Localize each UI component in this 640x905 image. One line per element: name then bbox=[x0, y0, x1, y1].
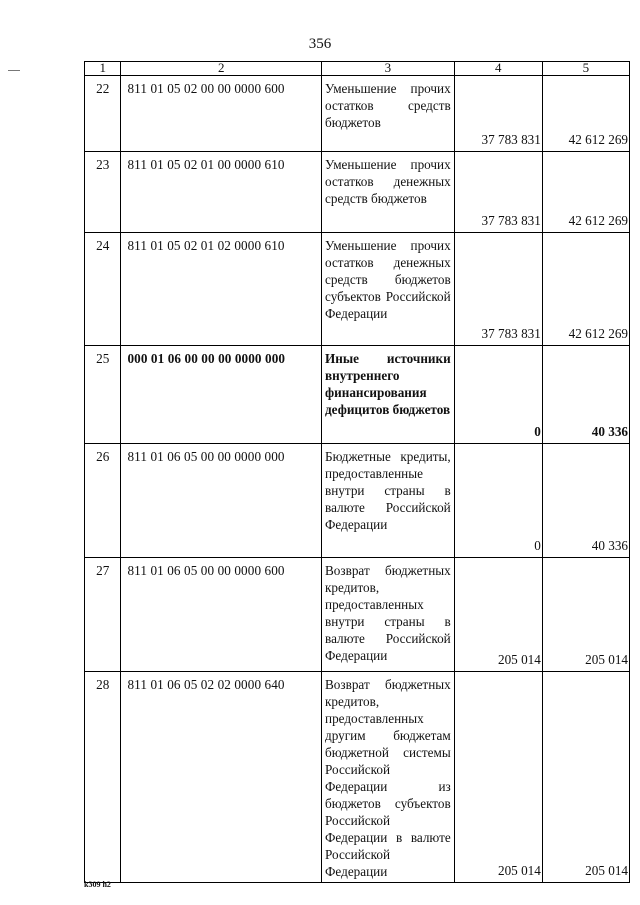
amount-col-5: 42 612 269 bbox=[542, 233, 629, 346]
row-number: 23 bbox=[85, 152, 121, 233]
header-col-4: 4 bbox=[454, 62, 542, 76]
row-description: Иные источники внутреннего финансирования дефицитов бюджетов bbox=[322, 346, 455, 444]
amount-col-5: 40 336 bbox=[542, 444, 629, 558]
row-description: Уменьшение прочих остатков средств бюджетов bbox=[322, 76, 455, 152]
amount-col-4: 37 783 831 bbox=[454, 76, 542, 152]
table-row bbox=[85, 346, 630, 444]
amount-col-5: 42 612 269 bbox=[542, 152, 629, 233]
budget-code: 811 01 06 05 00 00 0000 600 bbox=[121, 558, 322, 672]
header-col-5: 5 bbox=[542, 62, 629, 76]
amount-col-4: 0 bbox=[454, 346, 542, 444]
budget-code: 811 01 05 02 01 02 0000 610 bbox=[121, 233, 322, 346]
row-number: 22 bbox=[85, 76, 121, 152]
amount-col-4: 205 014 bbox=[454, 672, 542, 883]
budget-code: 811 01 05 02 00 00 0000 600 bbox=[121, 76, 322, 152]
row-description: Бюджетные кредиты, предоставленные внутри страны в валюте Российской Федерации bbox=[322, 444, 455, 558]
table-row bbox=[85, 76, 630, 152]
table-row bbox=[85, 444, 630, 558]
table-row bbox=[85, 558, 630, 672]
budget-code: 811 01 06 05 02 02 0000 640 bbox=[121, 672, 322, 883]
amount-col-4: 37 783 831 bbox=[454, 233, 542, 346]
budget-sources-table bbox=[84, 61, 630, 883]
margin-mark bbox=[8, 70, 20, 71]
budget-code: 811 01 05 02 01 00 0000 610 bbox=[121, 152, 322, 233]
budget-code: 811 01 06 05 00 00 0000 000 bbox=[121, 444, 322, 558]
budget-code: 000 01 06 00 00 00 0000 000 bbox=[121, 346, 322, 444]
row-number: 24 bbox=[85, 233, 121, 346]
table-row bbox=[85, 672, 630, 883]
amount-col-4: 0 bbox=[454, 444, 542, 558]
amount-col-5: 42 612 269 bbox=[542, 76, 629, 152]
row-description: Возврат бюджетных кредитов, предоставленных другим бюджетам бюджетной системы Российской Федерации из бюджетов субъектов Российской Федерации в валюте Российской Федерации bbox=[322, 672, 455, 883]
footer-code: k309 h2 bbox=[84, 880, 111, 889]
row-number: 27 bbox=[85, 558, 121, 672]
table-row bbox=[85, 152, 630, 233]
amount-col-4: 37 783 831 bbox=[454, 152, 542, 233]
amount-col-4: 205 014 bbox=[454, 558, 542, 672]
row-number: 25 bbox=[85, 346, 121, 444]
header-row bbox=[85, 62, 630, 76]
table-row bbox=[85, 233, 630, 346]
amount-col-5: 40 336 bbox=[542, 346, 629, 444]
header-col-2: 2 bbox=[121, 62, 322, 76]
amount-col-5: 205 014 bbox=[542, 672, 629, 883]
header-col-1: 1 bbox=[85, 62, 121, 76]
header-col-3: 3 bbox=[322, 62, 455, 76]
row-number: 28 bbox=[85, 672, 121, 883]
page-number: 356 bbox=[308, 36, 332, 52]
row-description: Уменьшение прочих остатков денежных средств бюджетов bbox=[322, 152, 455, 233]
amount-col-5: 205 014 bbox=[542, 558, 629, 672]
row-description: Возврат бюджетных кредитов, предоставленных внутри страны в валюте Российской Федерации bbox=[322, 558, 455, 672]
row-description: Уменьшение прочих остатков денежных средств бюджетов субъектов Российской Федерации bbox=[322, 233, 455, 346]
row-number: 26 bbox=[85, 444, 121, 558]
